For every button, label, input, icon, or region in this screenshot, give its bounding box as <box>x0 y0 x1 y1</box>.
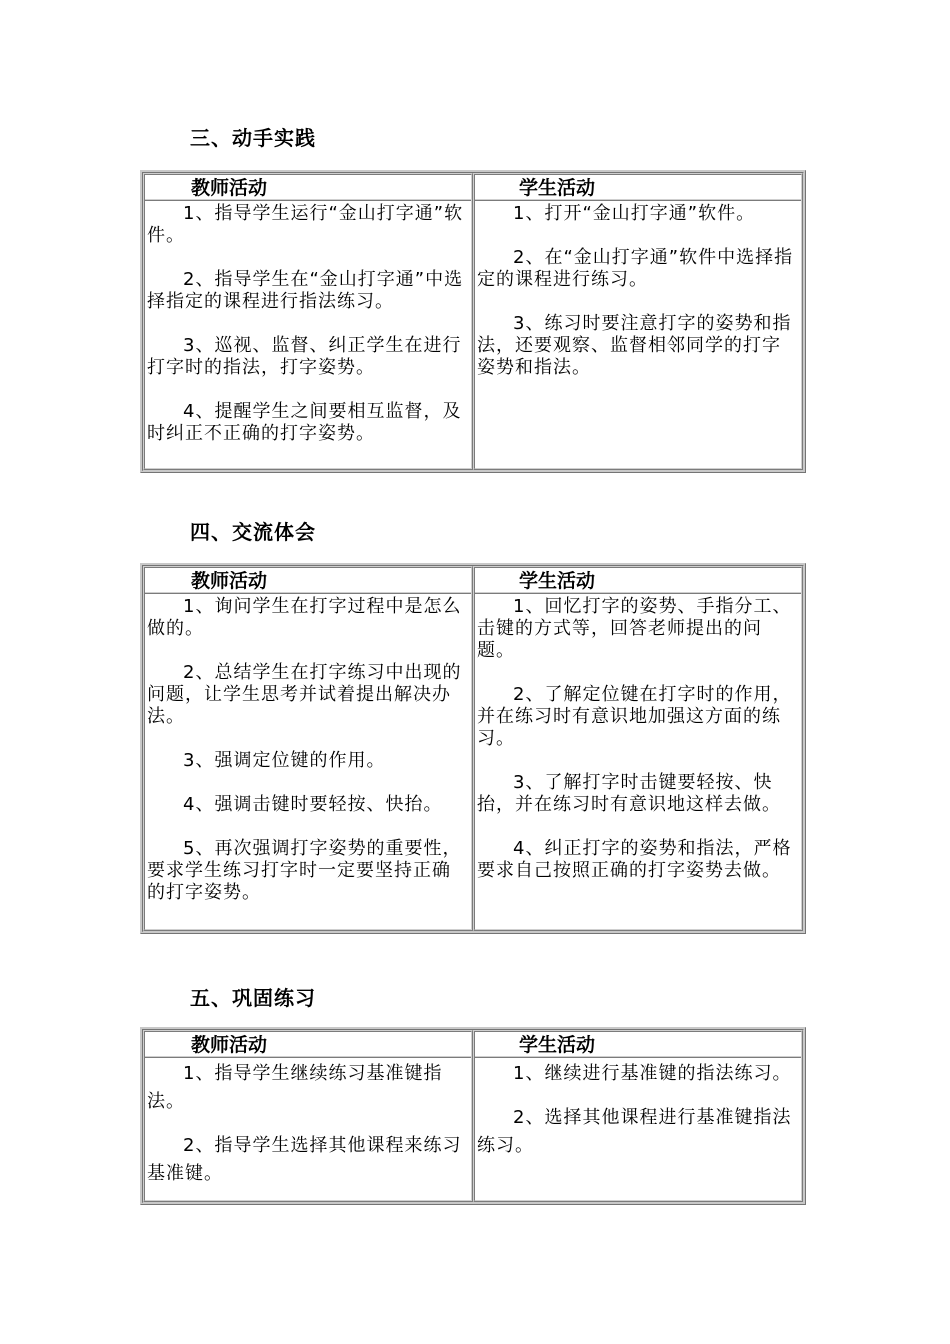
activity-table-exchange <box>140 563 806 934</box>
teacher-column <box>143 173 473 470</box>
teacher-header: 教师活动 <box>145 175 471 201</box>
teacher-item: 2、指导学生在“金山打字通”中选择指定的课程进行指法练习。 <box>147 269 464 312</box>
section-heading-exchange: 四、交流体会 <box>190 520 316 544</box>
teacher-column <box>143 1030 473 1202</box>
teacher-item: 4、提醒学生之间要相互监督，及时纠正不正确的打字姿势。 <box>147 401 462 444</box>
teacher-header: 教师活动 <box>145 568 471 594</box>
teacher-item: 2、总结学生在打字练习中出现的问题，让学生思考并试着提出解决办法。 <box>147 662 462 727</box>
student-item: 1、继续进行基准键的指法练习。 <box>513 1063 792 1084</box>
student-header: 学生活动 <box>475 175 801 201</box>
teacher-item: 2、指导学生选择其他课程来练习基准键。 <box>147 1135 462 1184</box>
section-heading-consolidation: 五、巩固练习 <box>190 986 316 1010</box>
student-header: 学生活动 <box>475 1032 801 1058</box>
section-heading-practice: 三、动手实践 <box>190 126 316 150</box>
student-item: 1、打开“金山打字通”软件。 <box>513 203 756 224</box>
teacher-header: 教师活动 <box>145 1032 471 1058</box>
student-item: 3、了解打字时击键要轻按、快抬，并在练习时有意识地这样去做。 <box>477 772 781 815</box>
teacher-item: 1、询问学生在打字过程中是怎么做的。 <box>147 596 462 639</box>
activity-table-practice <box>140 170 806 473</box>
student-item: 2、在“金山打字通”软件中选择指定的课程进行练习。 <box>477 247 794 290</box>
teacher-item: 3、巡视、监督、纠正学生在进行打字时的指法，打字姿势。 <box>147 335 462 378</box>
teacher-item: 1、指导学生继续练习基准键指法。 <box>147 1063 443 1112</box>
teacher-item: 5、再次强调打字姿势的重要性，要求学生练习打字时一定要坚持正确的打字姿势。 <box>147 838 462 903</box>
student-item: 3、练习时要注意打字的姿势和指法，还要观察、监督相邻同学的打字姿势和指法。 <box>477 313 792 378</box>
activity-table-consolidation <box>140 1027 806 1205</box>
student-column <box>473 173 803 470</box>
teacher-item: 3、强调定位键的作用。 <box>183 750 386 771</box>
student-item: 4、纠正打字的姿势和指法，严格要求自己按照正确的打字姿势去做。 <box>477 838 792 881</box>
student-column <box>473 566 803 931</box>
teacher-item: 4、强调击键时要轻按、快抬。 <box>183 794 443 815</box>
student-item: 2、选择其他课程进行基准键指法练习。 <box>477 1107 792 1156</box>
student-header: 学生活动 <box>475 568 801 594</box>
student-item: 1、回忆打字的姿势、手指分工、击键的方式等，回答老师提出的问题。 <box>477 596 792 661</box>
teacher-column <box>143 566 473 931</box>
student-column <box>473 1030 803 1202</box>
teacher-item: 1、指导学生运行“金山打字通”软件。 <box>147 203 464 246</box>
student-item: 2、了解定位键在打字时的作用，并在练习时有意识地加强这方面的练习。 <box>477 684 792 749</box>
